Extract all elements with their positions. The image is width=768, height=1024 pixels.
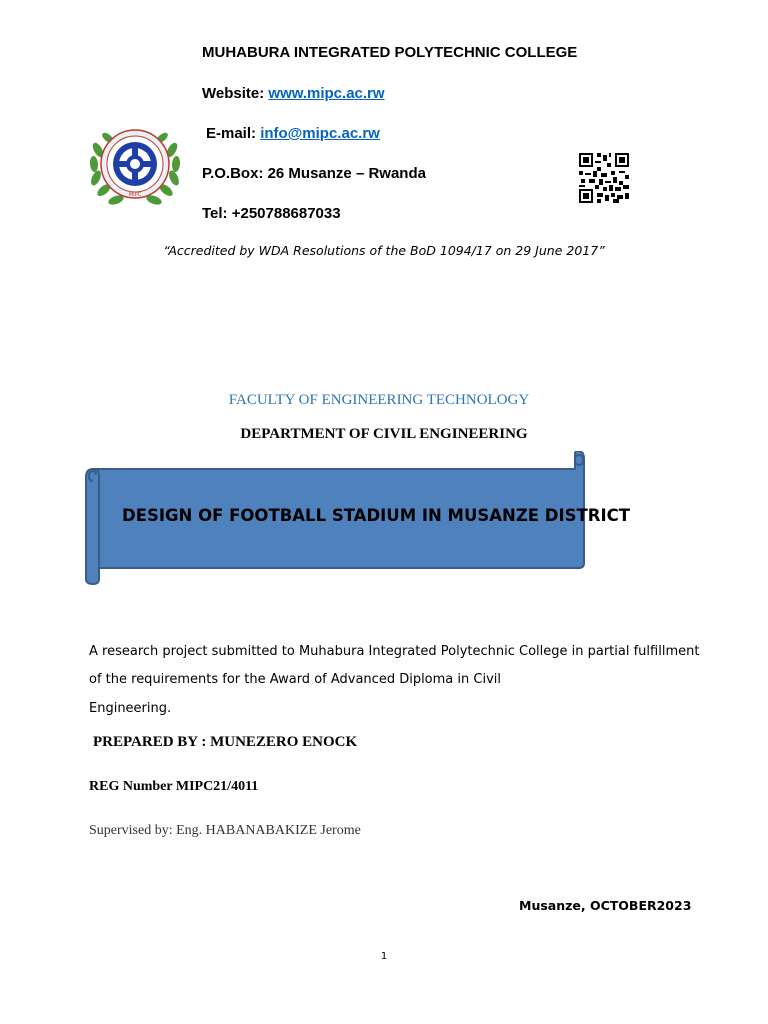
- description-line-3: Engineering.: [89, 701, 172, 716]
- email-link[interactable]: info@mipc.ac.rw: [260, 125, 380, 142]
- project-title: DESIGN OF FOOTBALL STADIUM IN MUSANZE DISTRICT: [122, 506, 630, 525]
- email-line: [206, 125, 380, 142]
- description-line-1: A research project submitted to Muhabura Integrated Polytechnic College in partial fulfillment: [89, 644, 700, 659]
- website-line: [202, 85, 385, 102]
- page-number: 1: [380, 951, 388, 962]
- faculty-heading: FACULTY OF ENGINEERING TECHNOLOGY: [228, 392, 530, 408]
- tel-line: Tel: +250788687033: [202, 205, 341, 222]
- reg-number: REG Number MIPC21/4011: [89, 779, 259, 794]
- title-scroll-banner: [83, 451, 630, 587]
- prepared-by: PREPARED BY : MUNEZERO ENOCK: [93, 734, 358, 750]
- svg-text:MIPC: MIPC: [128, 192, 142, 198]
- college-seal-logo: [88, 120, 182, 210]
- website-label: Website:: [202, 85, 269, 102]
- description-line-2: of the requirements for the Award of Advanced Diploma in Civil: [89, 672, 501, 687]
- email-label: E-mail:: [206, 125, 261, 142]
- supervisor: Supervised by: Eng. HABANABAKIZE Jerome: [89, 823, 361, 838]
- college-name: MUHABURA INTEGRATED POLYTECHNIC COLLEGE: [202, 44, 578, 61]
- accreditation-note: “Accredited by WDA Resolutions of the BoD 1094/17 on 29 June 2017”: [163, 243, 605, 258]
- pobox-line: P.O.Box: 26 Musanze – Rwanda: [202, 165, 426, 182]
- website-link[interactable]: www.mipc.ac.rw: [268, 85, 385, 102]
- place-date: Musanze, OCTOBER2023: [519, 898, 692, 913]
- qr-code-icon: [579, 153, 629, 203]
- department-heading: DEPARTMENT OF CIVIL ENGINEERING: [240, 426, 528, 442]
